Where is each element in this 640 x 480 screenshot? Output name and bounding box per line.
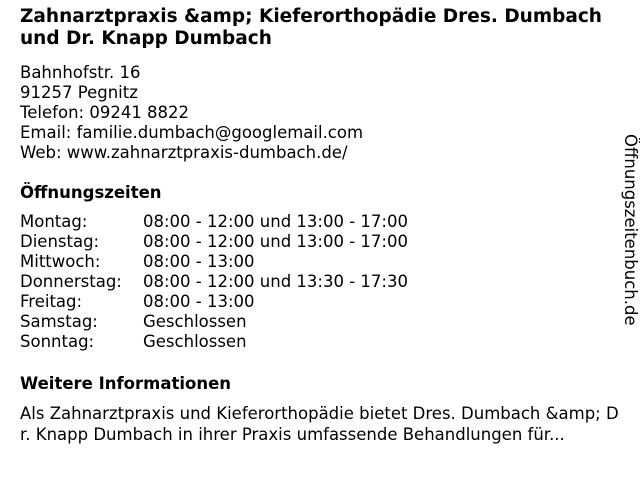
hours-day: Montag:: [20, 212, 88, 231]
website-address: Web: www.zahnarztpraxis-dumbach.de/: [20, 143, 348, 162]
hours-time: 08:00 - 13:00: [143, 252, 255, 271]
hours-time: Geschlossen: [143, 312, 247, 331]
hours-day: Sonntag:: [20, 332, 95, 351]
email-address: Email: familie.dumbach@googlemail.com: [20, 123, 364, 142]
practice-description: Als Zahnarztpraxis und Kieferorthopädie bietet Dres. Dumbach &amp; Dr. Knapp Dumbach in ihrer Praxis umfassende Behandlungen für...: [20, 404, 619, 444]
hours-time: Geschlossen: [143, 332, 247, 351]
hours-row-thursday: [20, 272, 408, 292]
hours-day: Samstag:: [20, 312, 98, 331]
city-postcode: 91257 Pegnitz: [20, 83, 138, 102]
practice-title: Zahnarztpraxis &amp; Kieferorthopädie Dres. Dumbach und Dr. Knapp Dumbach: [20, 6, 602, 49]
hours-row-saturday: [20, 312, 408, 332]
street-address: Bahnhofstr. 16: [20, 63, 141, 82]
hours-row-tuesday: [20, 232, 408, 252]
hours-day: Dienstag:: [20, 232, 100, 251]
hours-row-sunday: [20, 332, 408, 352]
hours-day: Freitag:: [20, 292, 83, 311]
hours-time: 08:00 - 12:00 und 13:00 - 17:00: [143, 232, 408, 251]
hours-row-wednesday: [20, 252, 408, 272]
hours-row-friday: [20, 292, 408, 312]
opening-hours-heading: Öffnungszeiten: [20, 183, 162, 202]
hours-row-monday: [20, 212, 408, 232]
phone-number: Telefon: 09241 8822: [20, 103, 190, 122]
further-info-heading: Weitere Informationen: [20, 374, 232, 393]
hours-time: 08:00 - 12:00 und 13:30 - 17:30: [143, 272, 408, 291]
hours-time: 08:00 - 13:00: [143, 292, 255, 311]
hours-day: Donnerstag:: [20, 272, 122, 291]
hours-time: 08:00 - 12:00 und 13:00 - 17:00: [143, 212, 408, 231]
hours-day: Mittwoch:: [20, 252, 101, 271]
site-watermark-label: Öffnungszeitenbuch.de: [621, 134, 640, 326]
contact-block: [20, 63, 363, 163]
opening-hours-table: [20, 212, 408, 352]
